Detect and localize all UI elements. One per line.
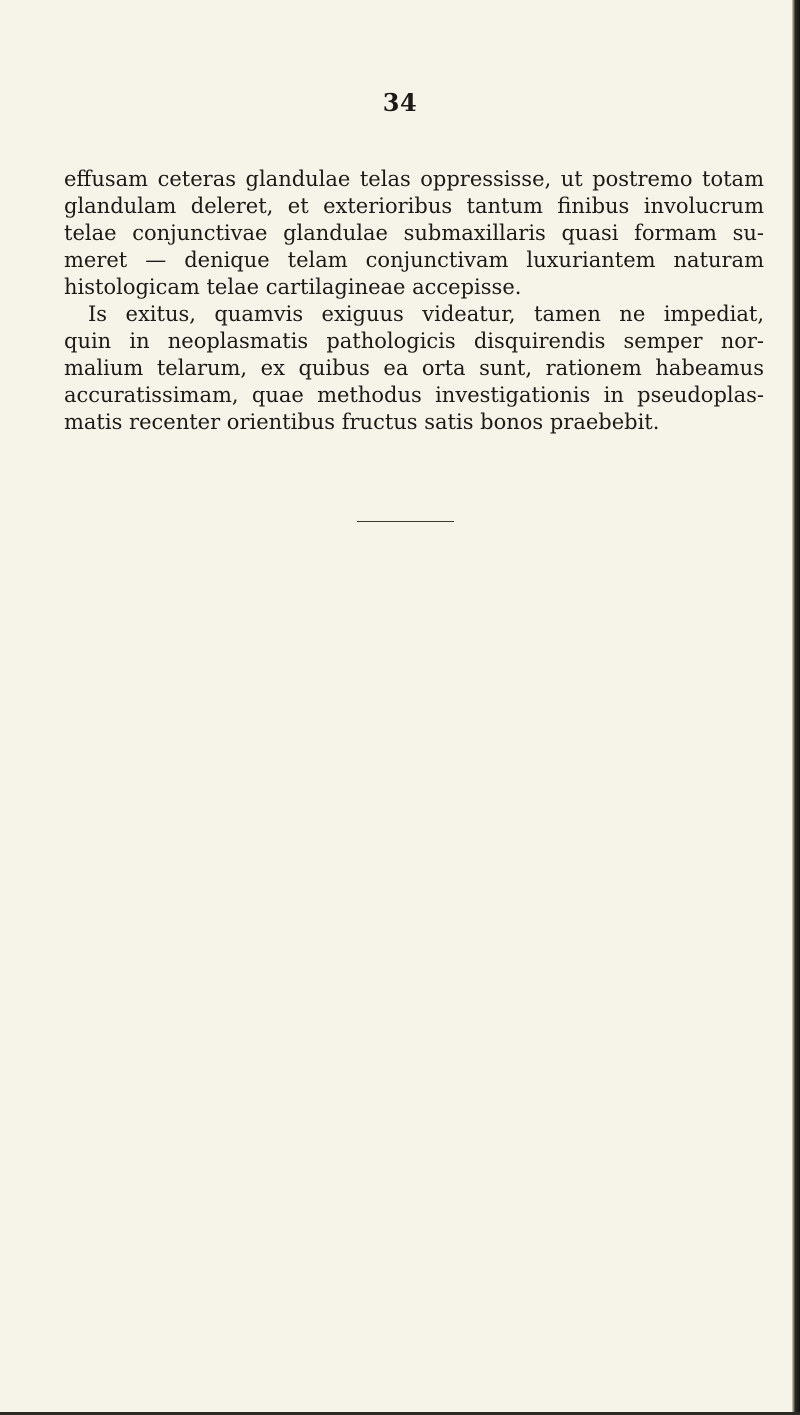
body-text <box>64 166 764 436</box>
paragraph-1-line-4: meret — denique telam conjunctivam luxuriantem naturam <box>64 248 764 272</box>
paragraph-2-line-4: accuratissimam, quae methodus investigationis in pseudoplas- <box>64 383 764 407</box>
paragraph-2-line-1: Is exitus, quamvis exiguus videatur, tamen ne impediat, <box>88 302 764 326</box>
section-divider <box>357 521 454 522</box>
paragraph-2-line-5: matis recenter orientibus fructus satis bonos praebebit. <box>64 410 660 434</box>
paragraph-1-line-1: effusam ceteras glandulae telas oppressisse, ut postremo totam <box>64 167 764 191</box>
paragraph-1-line-2: glandulam deleret, et exterioribus tantum finibus involucrum <box>64 194 764 218</box>
paragraph-2-line-3: malium telarum, ex quibus ea orta sunt, rationem habeamus <box>64 356 764 380</box>
page-number: 34 <box>382 88 418 117</box>
paragraph-2-line-2: quin in neoplasmatis pathologicis disquirendis semper nor- <box>64 329 764 353</box>
paragraph-1-line-5: histologicam telae cartilagineae accepisse. <box>64 275 522 299</box>
paragraph-1-line-3: telae conjunctivae glandulae submaxillaris quasi formam su- <box>64 221 764 245</box>
page-edge-shadow <box>792 0 800 1415</box>
